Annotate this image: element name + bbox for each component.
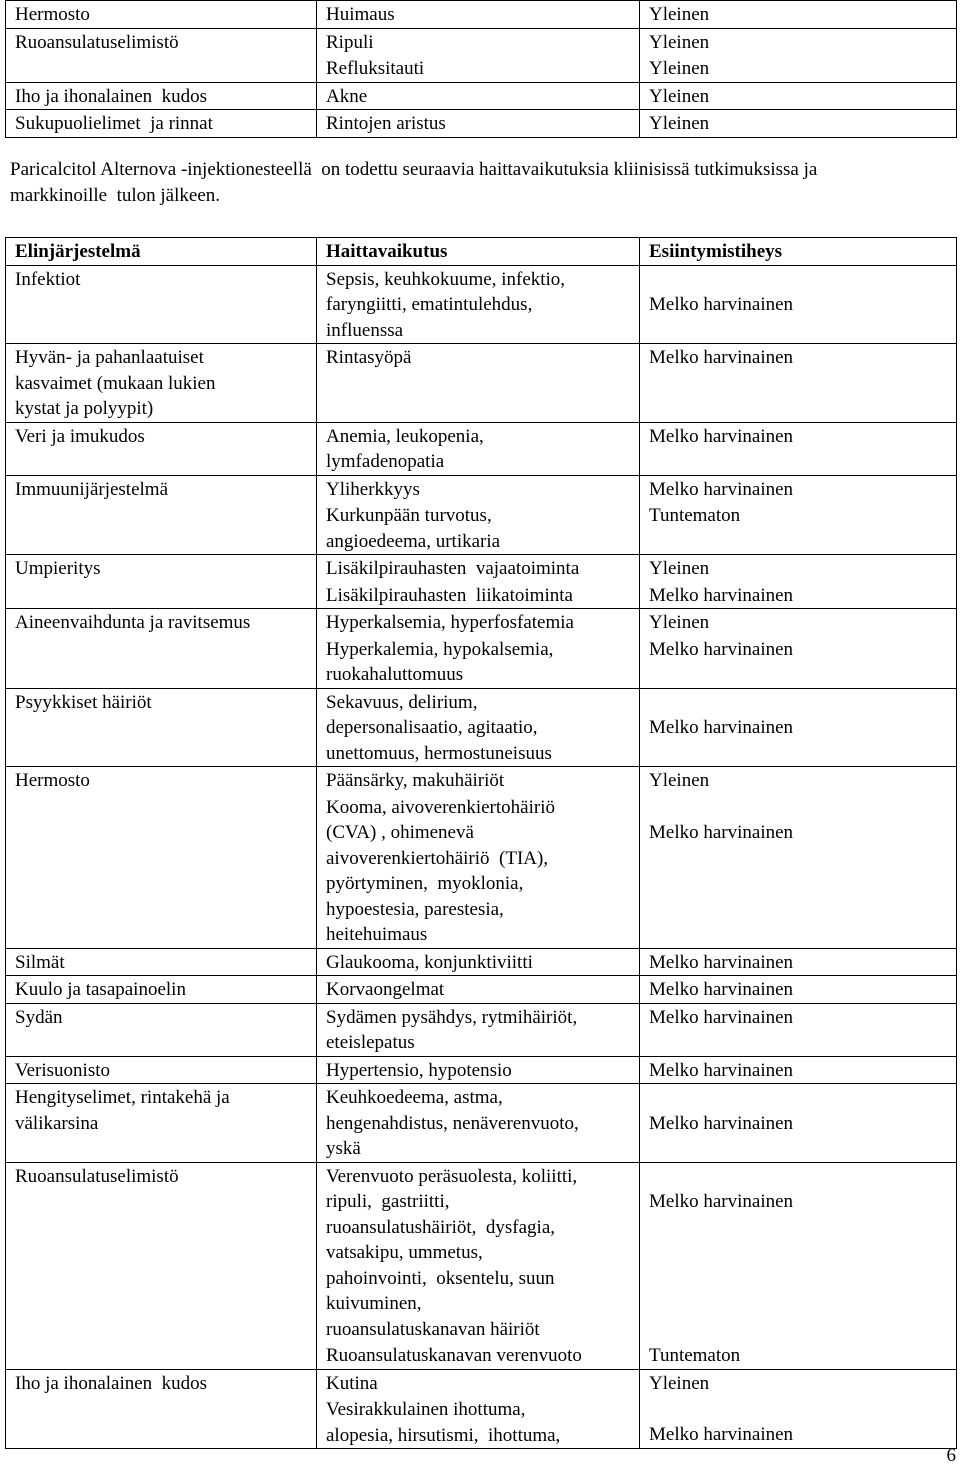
- frequency-cell: Melko harvinainen: [640, 422, 957, 475]
- frequency-cell: Yleinen: [640, 1, 957, 29]
- effect-cell: Rintojen aristus: [317, 110, 640, 138]
- frequency-line: Melko harvinainen: [649, 1424, 794, 1445]
- adverse-effects-table-continued: [5, 0, 957, 138]
- effect-line: aivoverenkiertohäiriö (TIA),: [326, 847, 549, 869]
- effect-line: unettomuus, hermostuneisuus: [326, 742, 552, 764]
- effect-cell: Refluksitauti: [317, 55, 640, 82]
- table-row: [6, 28, 957, 55]
- effect-cell: Akne: [317, 82, 640, 110]
- effect-cell: Päänsärky, makuhäiriöt: [317, 767, 640, 794]
- effect-cell: Kutina: [317, 1369, 640, 1396]
- effect-line: Sepsis, keuhkokuume, infektio,: [326, 268, 566, 290]
- effect-line: heitehuimaus: [326, 924, 428, 945]
- effect-cell: [317, 1084, 640, 1163]
- system-cell: Ruoansulatuselimistö: [6, 28, 317, 82]
- effect-line: influenssa: [326, 319, 404, 341]
- frequency-cell: Tuntematon: [640, 1342, 957, 1369]
- frequency-cell: Melko harvinainen: [640, 948, 957, 976]
- system-cell: Silmät: [6, 948, 317, 976]
- effect-line: Vesirakkulainen ihottuma,: [326, 1399, 526, 1420]
- effect-cell: [317, 688, 640, 767]
- effect-line: angioedeema, urtikaria: [326, 530, 501, 552]
- effect-cell: [317, 422, 640, 475]
- effect-line: vatsakipu, ummetus,: [326, 1242, 483, 1263]
- effect-line: hypoestesia, parestesia,: [326, 898, 504, 920]
- frequency-cell: [640, 1162, 957, 1342]
- table-row: [6, 1003, 957, 1056]
- system-cell: Iho ja ihonalainen kudos: [6, 82, 317, 110]
- frequency-cell: Melko harvinainen: [640, 1056, 957, 1084]
- header-frequency: Esiintymistiheys: [640, 238, 957, 266]
- frequency-cell: Yleinen: [640, 555, 957, 582]
- frequency-cell: Melko harvinainen: [640, 344, 957, 423]
- frequency-cell: Melko harvinainen: [640, 475, 957, 502]
- system-line: kasvaimet (mukaan lukien: [15, 372, 216, 394]
- frequency-cell: Melko harvinainen: [640, 1084, 957, 1163]
- system-cell: Umpieritys: [6, 555, 317, 609]
- effect-cell: Ruoansulatuskanavan verenvuoto: [317, 1342, 640, 1369]
- table-row: [6, 688, 957, 767]
- adverse-effects-table: [5, 237, 957, 1449]
- intro-paragraph: [10, 157, 950, 209]
- system-cell: Ruoansulatuselimistö: [6, 1162, 317, 1369]
- frequency-cell: [640, 1396, 957, 1449]
- effect-cell: Rintasyöpä: [317, 344, 640, 423]
- table-row: [6, 1162, 957, 1342]
- effect-cell: Hypertensio, hypotensio: [317, 1056, 640, 1084]
- effect-cell: Lisäkilpirauhasten liikatoiminta: [317, 582, 640, 609]
- system-cell: Verisuonisto: [6, 1056, 317, 1084]
- system-cell: Iho ja ihonalainen kudos: [6, 1369, 317, 1449]
- effect-line: hengenahdistus, nenäverenvuoto,: [326, 1112, 579, 1134]
- effect-line: faryngiitti, ematintulehdus,: [326, 294, 533, 315]
- effect-cell: Yliherkkyys: [317, 475, 640, 502]
- system-line: välikarsina: [15, 1112, 99, 1134]
- frequency-cell: Tuntematon: [640, 502, 957, 555]
- system-cell: Veri ja imukudos: [6, 422, 317, 475]
- table-row: [6, 555, 957, 582]
- effect-cell: Hyperkalsemia, hyperfosfatemia: [317, 609, 640, 636]
- table-row: [6, 475, 957, 502]
- effect-line: ruoansulatuskanavan häiriöt: [326, 1318, 540, 1340]
- system-cell: Psyykkiset häiriöt: [6, 688, 317, 767]
- effect-line: Kurkunpään turvotus,: [326, 505, 492, 526]
- table-row: [6, 82, 957, 110]
- intro-line: Paricalcitol Alternova -injektionesteellä on todettu seuraavia haittavaikutuksia kliinisissä tutkimuksissa ja: [10, 159, 818, 180]
- frequency-cell: Melko harvinainen: [640, 688, 957, 767]
- system-cell: Aineenvaihdunta ja ravitsemus: [6, 609, 317, 689]
- header-system: Elinjärjestelmä: [6, 238, 317, 266]
- effect-cell: Korvaongelmat: [317, 976, 640, 1004]
- effect-cell: Glaukooma, konjunktiviitti: [317, 948, 640, 976]
- system-cell: [6, 1084, 317, 1163]
- frequency-cell: Yleinen: [640, 28, 957, 55]
- system-cell: Hermosto: [6, 767, 317, 949]
- frequency-line: Melko harvinainen: [649, 821, 794, 843]
- effect-line: alopesia, hirsutismi, ihottuma,: [326, 1424, 561, 1446]
- table-row: [6, 1369, 957, 1396]
- effect-line: pahoinvointi, oksentelu, suun: [326, 1267, 555, 1289]
- table-header-row: [6, 238, 957, 266]
- effect-cell: Huimaus: [317, 1, 640, 29]
- frequency-cell: Melko harvinainen: [640, 582, 957, 609]
- table-row: [6, 609, 957, 636]
- effect-line: ripuli, gastriitti,: [326, 1191, 450, 1212]
- system-cell: Sydän: [6, 1003, 317, 1056]
- frequency-cell: Yleinen: [640, 767, 957, 794]
- table-row: [6, 422, 957, 475]
- frequency-cell: Yleinen: [640, 82, 957, 110]
- effect-line: (CVA) , ohimenevä: [326, 822, 474, 843]
- system-cell: Hermosto: [6, 1, 317, 29]
- frequency-cell: [640, 794, 957, 949]
- effect-line: pyörtyminen, myoklonia,: [326, 873, 524, 894]
- effect-cell: [317, 502, 640, 555]
- table-row: [6, 976, 957, 1004]
- effect-line: kuivuminen,: [326, 1293, 422, 1314]
- effect-line: Kooma, aivoverenkiertohäiriö: [326, 796, 555, 818]
- system-cell: Infektiot: [6, 265, 317, 344]
- effect-cell: [317, 265, 640, 344]
- system-cell: [6, 344, 317, 423]
- system-line: kystat ja polyypit): [15, 398, 154, 419]
- table-row: [6, 110, 957, 138]
- table-row: [6, 767, 957, 794]
- effect-line: Hyperkalemia, hypokalsemia,: [326, 638, 554, 660]
- frequency-cell: Melko harvinainen: [640, 976, 957, 1004]
- effect-line: ruokahaluttomuus: [326, 664, 464, 685]
- system-cell: Kuulo ja tasapainoelin: [6, 976, 317, 1004]
- system-line: Hengityselimet, rintakehä ja: [15, 1087, 230, 1108]
- frequency-cell: Yleinen: [640, 609, 957, 636]
- frequency-cell: Melko harvinainen: [640, 1003, 957, 1056]
- effect-line: eteislepatus: [326, 1032, 415, 1053]
- table-row: [6, 265, 957, 344]
- table-row: [6, 948, 957, 976]
- effect-line: lymfadenopatia: [326, 451, 445, 472]
- header-effect: Haittavaikutus: [317, 238, 640, 266]
- effect-cell: [317, 1162, 640, 1342]
- frequency-line: Melko harvinainen: [649, 1190, 794, 1212]
- frequency-cell: Yleinen: [640, 110, 957, 138]
- frequency-cell: Melko harvinainen: [640, 636, 957, 689]
- system-cell: Sukupuolielimet ja rinnat: [6, 110, 317, 138]
- table-row: [6, 1056, 957, 1084]
- effect-line: yskä: [326, 1138, 361, 1159]
- effect-line: ruoansulatushäiriöt, dysfagia,: [326, 1216, 556, 1238]
- intro-line: markkinoille tulon jälkeen.: [10, 185, 221, 206]
- effect-line: depersonalisaatio, agitaatio,: [326, 717, 538, 738]
- table-row: [6, 1, 957, 29]
- system-line: Hyvän- ja pahanlaatuiset: [15, 347, 204, 368]
- page-number: 6: [946, 1445, 956, 1466]
- system-cell: Immuunijärjestelmä: [6, 475, 317, 555]
- effect-line: Sydämen pysähdys, rytmihäiriöt,: [326, 1006, 578, 1028]
- effect-cell: [317, 794, 640, 949]
- frequency-cell: Melko harvinainen: [640, 265, 957, 344]
- frequency-cell: Yleinen: [640, 55, 957, 82]
- effect-cell: [317, 1003, 640, 1056]
- effect-line: Anemia, leukopenia,: [326, 425, 484, 447]
- effect-cell: [317, 1396, 640, 1449]
- table-row: [6, 344, 957, 423]
- effect-line: Sekavuus, delirium,: [326, 691, 478, 713]
- effect-cell: Lisäkilpirauhasten vajaatoiminta: [317, 555, 640, 582]
- effect-line: Keuhkoedeema, astma,: [326, 1087, 503, 1108]
- table-row: [6, 1084, 957, 1163]
- frequency-cell: Yleinen: [640, 1369, 957, 1396]
- effect-cell: [317, 636, 640, 689]
- effect-line: Verenvuoto peräsuolesta, koliitti,: [326, 1165, 578, 1187]
- effect-cell: Ripuli: [317, 28, 640, 55]
